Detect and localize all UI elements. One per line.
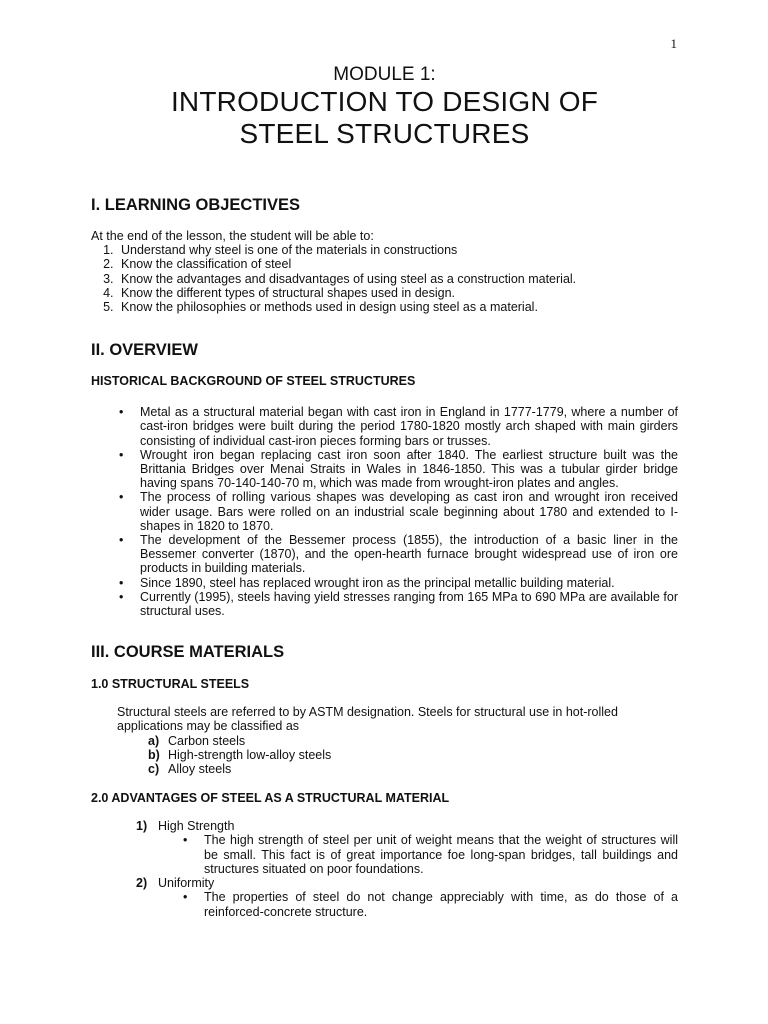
list-item: b) High-strength low-alloy steels [148, 747, 332, 762]
bullet-dot-icon: • [183, 833, 188, 848]
advantage-detail-list [136, 833, 678, 876]
list-item: • The high strength of steel per unit of weight means that the weight of structures will be small. This fact is of great importance foe long-span bridges, tall buildings and structures situated on poor foundations. [183, 833, 678, 876]
list-item: c) Alloy steels [148, 762, 232, 777]
list-item: • Wrought iron began replacing cast iron soon after 1840. The earliest structure built was the Brittania Bridges over Menai Straits in Wales in 1846-1850. This was a tubular girder bridge having spans 70-140-140-70 m, which was made from wrought-iron plates and angles. [119, 447, 678, 491]
learning-objectives-heading: I. LEARNING OBJECTIVES [91, 196, 301, 214]
structural-steels-intro: Structural steels are referred to by ASTM designation. Steels for structural use in hot-rolled applications may be classified as [117, 705, 618, 734]
bullet-dot-icon: • [119, 533, 124, 548]
list-item: 5. Know the philosophies or methods used in design using steel as a material. [117, 300, 678, 314]
historical-background-heading: HISTORICAL BACKGROUND OF STEEL STRUCTURES [91, 374, 416, 389]
list-item: 4. Know the different types of structural shapes used in design. [117, 286, 678, 300]
list-item: • Since 1890, steel has replaced wrought iron as the principal metallic building material. [119, 575, 615, 590]
list-item: • Metal as a structural material began with cast iron in England in 1777-1779, where a number of cast-iron bridges were built during the period 1780-1820 mostly arch shaped with main girders consisting of individual cast-iron pieces forming bars or trusses. [119, 405, 678, 448]
list-item: 1. Understand why steel is one of the materials in constructions [117, 243, 678, 257]
bullet-dot-icon: • [119, 405, 124, 420]
structural-steels-heading: 1.0 STRUCTURAL STEELS [91, 677, 250, 692]
page-title-line-1: INTRODUCTION TO DESIGN OF [170, 86, 599, 117]
list-item: • The process of rolling various shapes was developing as cast iron and wrought iron received wider usage. Bars were rolled on an industrial scale beginning about 1780 and extended to I-shapes in 1820 to 1870. [119, 490, 678, 533]
document-body [91, 64, 678, 919]
list-item: • The development of the Bessemer process (1855), the introduction of a basic liner in the Bessemer converter (1870), and the open-hearth furnace brought widespread use of iron ore products in building materials. [119, 533, 678, 576]
bullet-dot-icon: • [119, 575, 124, 590]
module-label: MODULE 1: [333, 64, 436, 85]
learning-objectives-intro: At the end of the lesson, the student will be able to: [91, 229, 374, 243]
bullet-dot-icon: • [119, 589, 124, 604]
page-title-line-2: STEEL STRUCTURES [239, 118, 530, 149]
list-item: a) Carbon steels [148, 733, 246, 748]
list-item: 3. Know the advantages and disadvantages of using steel as a construction material. [117, 272, 678, 286]
bullet-dot-icon: • [119, 447, 124, 462]
page-number: 1 [670, 36, 677, 51]
historical-background-list [91, 405, 678, 618]
list-item: 2. Know the classification of steel [117, 257, 678, 271]
overview-heading: II. OVERVIEW [91, 341, 198, 360]
advantages-list [91, 819, 678, 918]
bullet-dot-icon: • [119, 490, 124, 505]
list-item: 1) High Strength • The high strength of steel per unit of weight means that the weight of structures will be small. This fact is of great importance foe long-span bridges, tall buildings and structures situated on poor foundations. [136, 819, 678, 876]
advantages-heading: 2.0 ADVANTAGES OF STEEL AS A STRUCTURAL MATERIAL [91, 791, 450, 806]
list-item: • The properties of steel do not change appreciably with time, as do those of a reinforced-concrete structure. [183, 890, 678, 919]
steel-classification-list [91, 734, 678, 777]
advantage-detail-list [136, 890, 678, 918]
bullet-dot-icon: • [183, 890, 188, 905]
learning-objectives-list [91, 243, 678, 314]
course-materials-heading: III. COURSE MATERIALS [91, 643, 285, 662]
list-item: 2) Uniformity • The properties of steel do not change appreciably with time, as do those of a reinforced-concrete structure. [136, 876, 678, 919]
list-item: • Currently (1995), steels having yield stresses ranging from 165 MPa to 690 MPa are available for structural uses. [119, 589, 678, 619]
